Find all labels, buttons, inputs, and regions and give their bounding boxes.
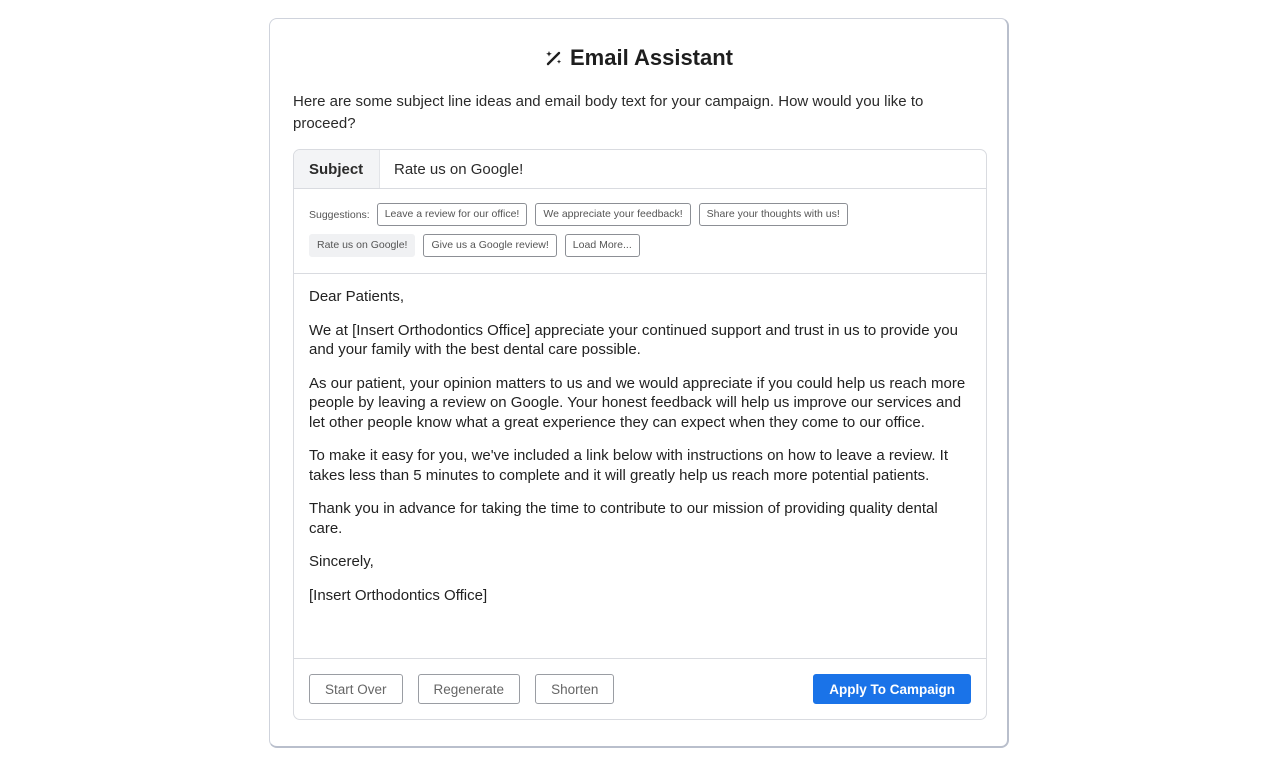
- intro-text: Here are some subject line ideas and email body text for your campaign. How would you like to proceed?: [293, 93, 924, 132]
- email-card: [293, 149, 987, 720]
- suggestion-chip[interactable]: We appreciate your feedback!: [535, 203, 690, 226]
- shorten-button[interactable]: Shorten: [535, 674, 614, 704]
- email-paragraph: As our patient, your opinion matters to us and we would appreciate if you could help us reach more people by leaving a review on Google. Your honest feedback will help us improve our services and let other people know what a great experience they can expect when they come to our office.: [309, 374, 966, 431]
- apply-to-campaign-button[interactable]: Apply To Campaign: [813, 674, 971, 704]
- magic-wand-icon: [544, 48, 564, 68]
- suggestion-chip[interactable]: Leave a review for our office!: [377, 203, 528, 226]
- suggestion-chip[interactable]: Share your thoughts with us!: [699, 203, 848, 226]
- subject-row: [294, 150, 986, 189]
- suggestions-panel: [294, 189, 986, 274]
- action-bar: [294, 659, 986, 719]
- dialog-title-text: Email Assistant: [569, 45, 734, 70]
- dialog-title: [270, 45, 1007, 71]
- email-paragraph: Sincerely,: [309, 553, 374, 570]
- email-paragraph: We at [Insert Orthodontics Office] appreciate your continued support and trust in us to provide you and your family with the best dental care possible.: [309, 321, 958, 358]
- email-paragraph: Dear Patients,: [309, 288, 405, 305]
- subject-input[interactable]: Rate us on Google!: [394, 160, 524, 178]
- suggestions-label: Suggestions:: [309, 208, 370, 221]
- start-over-button[interactable]: Start Over: [309, 674, 403, 704]
- suggestion-chip[interactable]: Give us a Google review!: [423, 234, 556, 257]
- email-body-editor[interactable]: [294, 274, 986, 659]
- subject-label: Subject: [294, 150, 380, 188]
- email-assistant-dialog: [269, 18, 1009, 748]
- load-more-button[interactable]: Load More...: [565, 234, 640, 257]
- email-paragraph: To make it easy for you, we've included a link below with instructions on how to leave a review. It takes less than 5 minutes to complete and it will greatly help us reach more potential patients.: [309, 447, 949, 484]
- suggestion-chip-selected[interactable]: Rate us on Google!: [309, 234, 415, 257]
- email-paragraph: [Insert Orthodontics Office]: [309, 586, 488, 604]
- email-paragraph: Thank you in advance for taking the time to contribute to our mission of providing quality dental care.: [309, 500, 938, 537]
- regenerate-button[interactable]: Regenerate: [418, 674, 521, 704]
